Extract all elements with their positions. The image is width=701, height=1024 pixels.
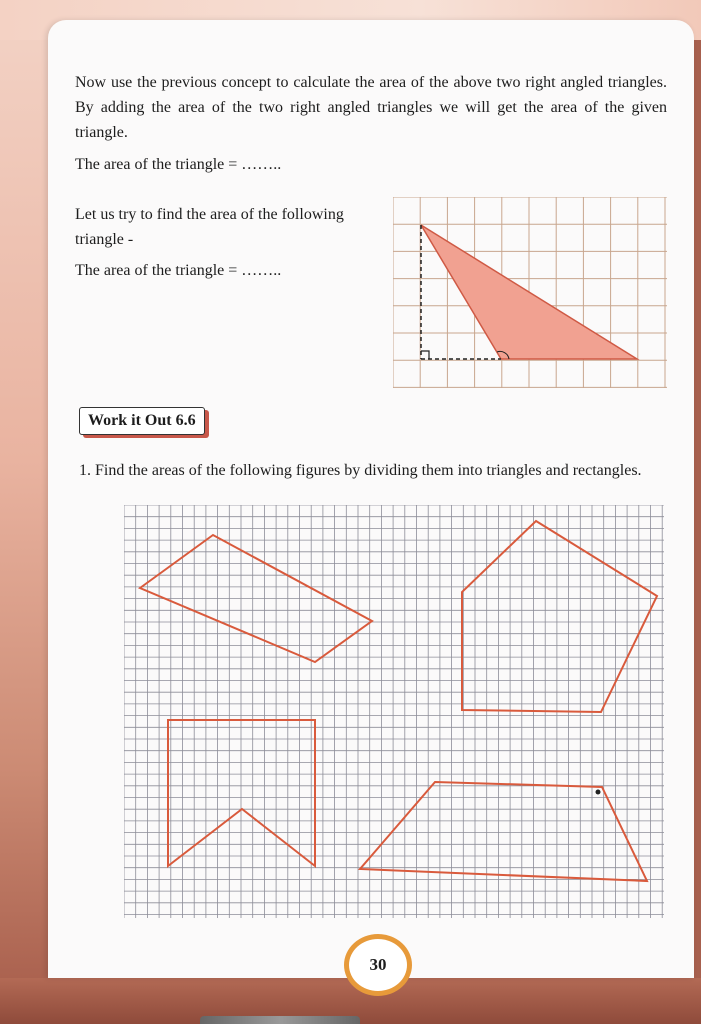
book-edge bbox=[200, 1016, 360, 1024]
page-number: 30 bbox=[344, 934, 412, 996]
area-answer-line-2: The area of the triangle = …….. bbox=[75, 262, 282, 279]
pentagon-shape bbox=[462, 521, 657, 712]
right-angle-mark bbox=[421, 351, 429, 359]
shapes-grid-figure bbox=[124, 505, 664, 918]
area-answer-line-1: The area of the triangle = …….. bbox=[75, 156, 282, 173]
instruction-paragraph: Now use the previous concept to calculate the area of the above two right angled triangles. By adding the area of the two right angled triangles we will get the area of the given triangle. bbox=[75, 74, 667, 141]
triangle-question: Let us try to find the area of the following triangle - bbox=[75, 206, 344, 248]
question-1: 1. Find the areas of the following figures by dividing them into triangles and rectangles. bbox=[79, 462, 642, 479]
trapezoid-corner-dot bbox=[596, 790, 601, 795]
triangle-grid-figure bbox=[393, 197, 667, 388]
work-it-out-label: Work it Out 6.6 bbox=[79, 407, 205, 435]
